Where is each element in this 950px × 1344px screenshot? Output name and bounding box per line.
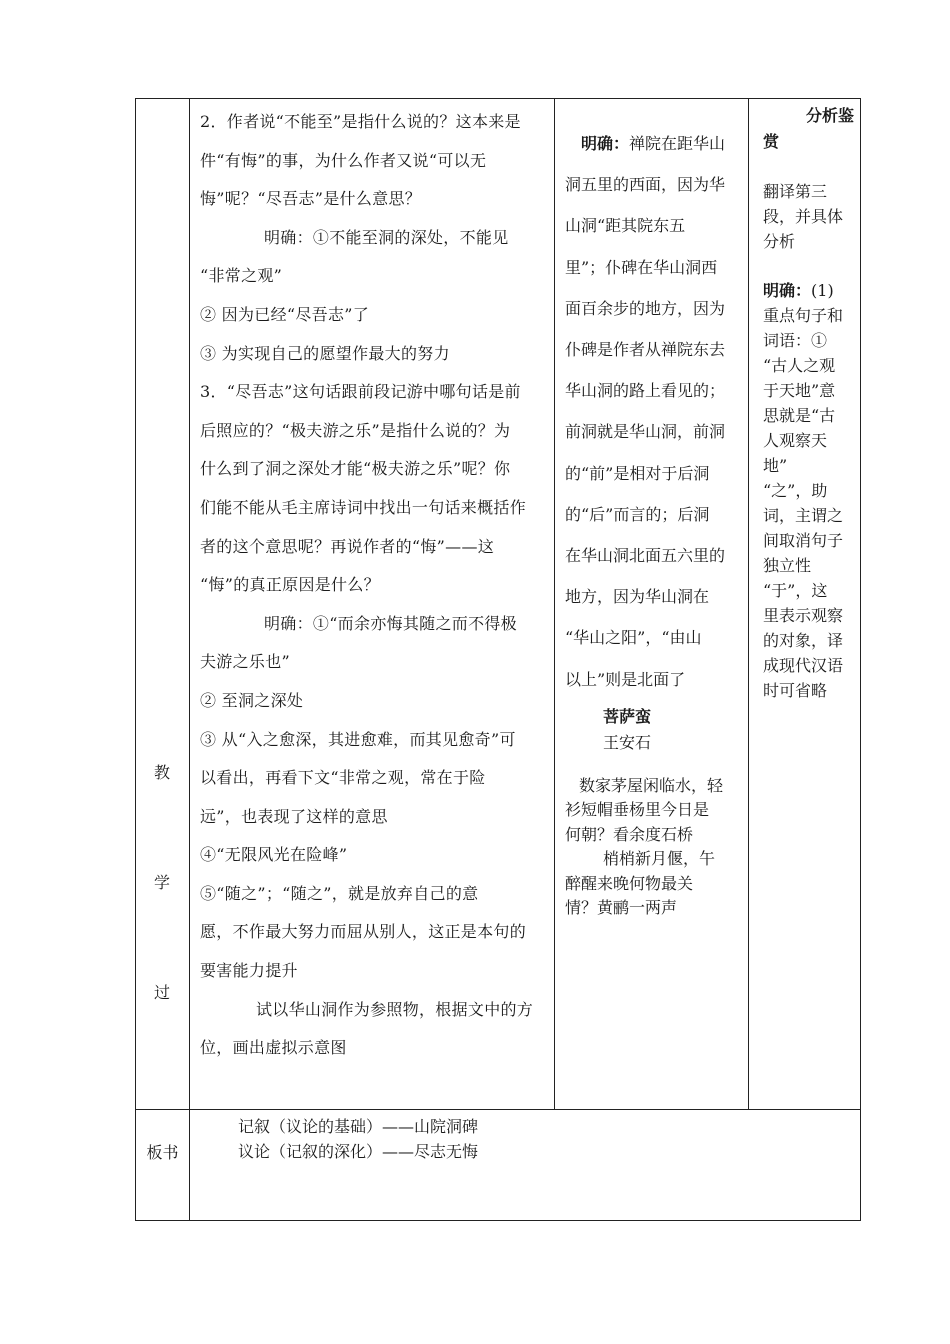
answer-line: 洞五里的西面，因为华: [565, 175, 726, 195]
poem-line: 醉醒来晚何物最关: [565, 873, 694, 893]
question-3-answer: 要害能力提升: [200, 961, 298, 981]
question-3-answer: ④“无限风光在险峰”: [200, 845, 348, 865]
analysis-heading: 分析鉴: [805, 106, 854, 125]
answer-line: 里”；仆碑在华山洞西: [565, 257, 718, 277]
side-label-char-1: 教: [154, 763, 171, 782]
answer-text: 禅院在距华山: [629, 134, 726, 153]
question-2-answer: 明确：①不能至洞的深处，不能见: [264, 227, 509, 247]
task-line: 位，画出虚拟示意图: [200, 1038, 347, 1058]
board-line: 议论（记叙的深化）——尽志无悔: [238, 1142, 479, 1161]
question-3-answer: ⑤“随之”；“随之”，就是放弃自己的意: [200, 883, 479, 903]
question-3-line: “悔”的真正原因是什么？: [200, 575, 380, 595]
analysis-line: 段，并具体: [763, 207, 844, 226]
analysis-line: “于”，这: [763, 581, 828, 600]
answer-line: 前洞就是华山洞，前洞: [565, 422, 726, 442]
analysis-line: 时可省略: [763, 681, 828, 700]
analysis-heading: 赏: [763, 132, 780, 151]
side-label-char-3: 过: [154, 983, 171, 1002]
board-label: 板书: [146, 1143, 179, 1162]
question-2-answer: “非常之观”: [200, 266, 283, 286]
blackboard-row: [136, 1110, 861, 1221]
analysis-line: 词语：①: [763, 331, 828, 350]
answer-line: “华山之阳”，“由山: [565, 628, 702, 648]
poem-author: 王安石: [603, 732, 652, 752]
task-line: 试以华山洞作为参照物，根据文中的方: [256, 999, 534, 1019]
analysis-answer-line: [763, 278, 854, 303]
answer-line: [565, 123, 738, 164]
analysis-line: 里表示观察: [763, 606, 844, 625]
question-3-answer: 夫游之乐也”: [200, 652, 290, 672]
analysis-line: 成现代汉语: [763, 656, 844, 675]
question-2-line: 悔”呢？“尽吾志”是什么意思？: [200, 189, 422, 209]
question-3-answer: 愿，不作最大努力而屈从别人，这正是本句的: [200, 922, 527, 942]
question-3-answer: 远”，也表现了这样的意思: [200, 806, 388, 826]
question-3-line: 者的这个意思呢？再说作者的“悔”——这: [200, 536, 495, 556]
question-3-line: 们能不能从毛主席诗词中找出一句话来概括作: [200, 497, 527, 517]
answer-line: 面百余步的地方，因为: [565, 298, 726, 318]
analysis-line: “之”，助: [763, 481, 828, 500]
analysis-line: 于天地”意: [763, 381, 836, 400]
board-label-cell: [136, 1110, 190, 1221]
poem-title: 菩萨蛮: [603, 706, 652, 726]
analysis-line: 思就是“古: [763, 406, 836, 425]
analysis-line: 重点句子和: [763, 306, 844, 325]
poem-line: 情？黄鹂一两声: [565, 898, 678, 918]
analysis-line: 地”: [763, 456, 788, 475]
poem-line: 何朝？看余度石桥: [565, 824, 694, 844]
analysis-line: 翻译第三: [763, 182, 828, 201]
poem-body: [565, 774, 738, 921]
answer-label: 明确：: [581, 134, 630, 153]
analysis-line: 人观察天: [763, 431, 828, 450]
poem-line: 衫短帽垂杨里今日是: [565, 800, 710, 820]
answer-line: 仆碑是作者从禅院东去: [565, 340, 726, 360]
question-2-line: 2．作者说“不能至”是指什么说的？这本来是: [200, 112, 521, 131]
answer-line: 华山洞的路上看见的；: [565, 381, 726, 401]
question-2-answer: ② 因为已经“尽吾志”了: [200, 304, 370, 324]
section-label-cell: [136, 99, 190, 1110]
question-3-line: 后照应的？“极夫游之乐”是指什么说的？为: [200, 420, 511, 440]
answer-line: 的“前”是相对于后洞: [565, 463, 710, 483]
question-3-line: 什么到了洞之深处才能“极夫游之乐”呢？你: [200, 459, 511, 479]
question-3-answer: 以看出，再看下文“非常之观，常在于险: [200, 768, 486, 788]
question-3-answer: 明确：①“而余亦悔其随之而不得极: [264, 613, 517, 633]
analysis-line: “古人之观: [763, 356, 836, 375]
answer-line: 的“后”而言的；后洞: [565, 504, 710, 524]
answers-cell: [555, 99, 749, 1110]
analysis-line: 的对象，译: [763, 631, 844, 650]
board-line: 记叙（议论的基础）——山院洞碑: [238, 1117, 479, 1136]
side-label-char-2: 学: [154, 873, 171, 892]
question-2-line: 件“有悔”的事，为什么作者又说“可以无: [200, 150, 487, 170]
question-3-answer: ② 至洞之深处: [200, 690, 304, 710]
board-content-cell: [190, 1110, 861, 1221]
question-2-answer: ③ 为实现自己的愿望作最大的努力: [200, 343, 450, 363]
poem-line: 数家茅屋闲临水，轻: [579, 775, 724, 795]
analysis-line: 间取消句子: [763, 531, 844, 550]
lesson-plan-table: [135, 98, 861, 1221]
answer-line: 地方，因为华山洞在: [565, 587, 710, 607]
question-3-line: 3．“尽吾志”这句话跟前段记游中哪句话是前: [200, 382, 521, 402]
analysis-line: 独立性: [763, 556, 812, 575]
answer-line: 在华山洞北面五六里的: [565, 546, 726, 566]
questions-cell: [190, 99, 555, 1110]
analysis-answer-label: 明确：: [763, 281, 812, 300]
analysis-cell: [749, 99, 861, 1110]
teaching-process-row: [136, 99, 861, 1110]
answer-line: 山洞“距其院东五: [565, 216, 686, 236]
poem-line: 梢梢新月偃，午: [603, 849, 716, 869]
question-3-answer: ③ 从“入之愈深，其进愈难，而其见愈奇”可: [200, 729, 516, 749]
analysis-line: 分析: [763, 232, 796, 251]
analysis-answer-num: (1): [811, 281, 834, 300]
analysis-line: 词，主谓之: [763, 506, 844, 525]
answer-line: 以上”则是北面了: [565, 669, 686, 689]
